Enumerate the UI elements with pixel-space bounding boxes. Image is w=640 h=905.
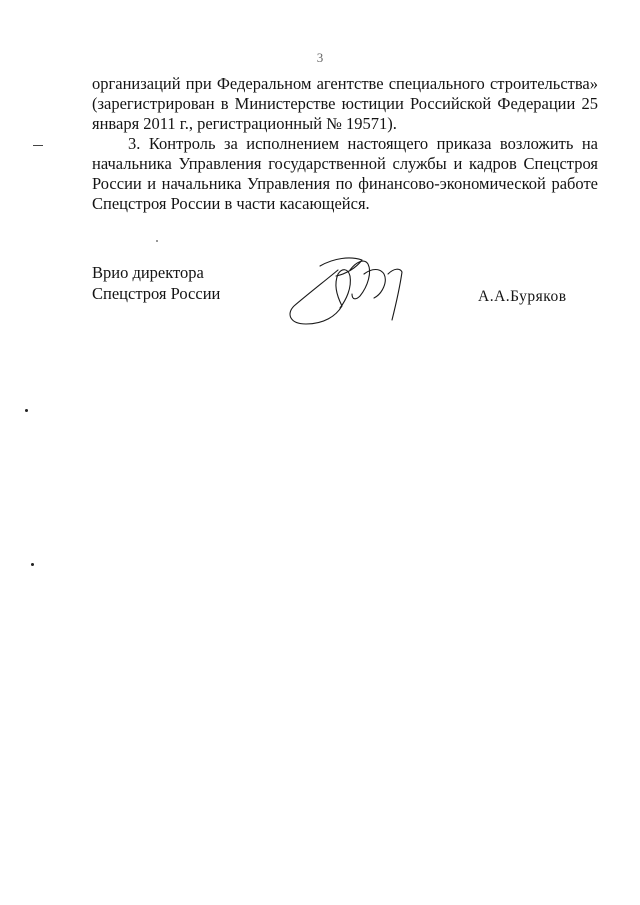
signer-name: А.А.Буряков: [478, 288, 567, 305]
paragraph-3: 3. Контроль за исполнением настоящего приказа возложить на начальника Управления государственной службы и кадров Спецстроя России и начальника Управления по финансово-экономической работе Спецстроя России в части касающейся.: [92, 134, 598, 213]
paragraph-continuation: организаций при Федеральном агентстве специального строительства» (зарегистрирован в Министерстве юстиции Российской Федерации 25 января 2011 г., регистрационный № 19571).: [92, 74, 598, 133]
margin-mark-top: [33, 145, 43, 146]
scan-speck-1: [25, 409, 28, 412]
position-line-1: Врио директора: [92, 263, 204, 282]
document-body: [92, 74, 598, 214]
position-line-2: Спецстроя России: [92, 284, 221, 303]
scan-speck-3: [156, 240, 158, 242]
page-number: 3: [316, 50, 324, 65]
scan-speck-2: [31, 563, 34, 566]
handwritten-signature: [276, 244, 416, 332]
signature-position: [92, 262, 220, 304]
